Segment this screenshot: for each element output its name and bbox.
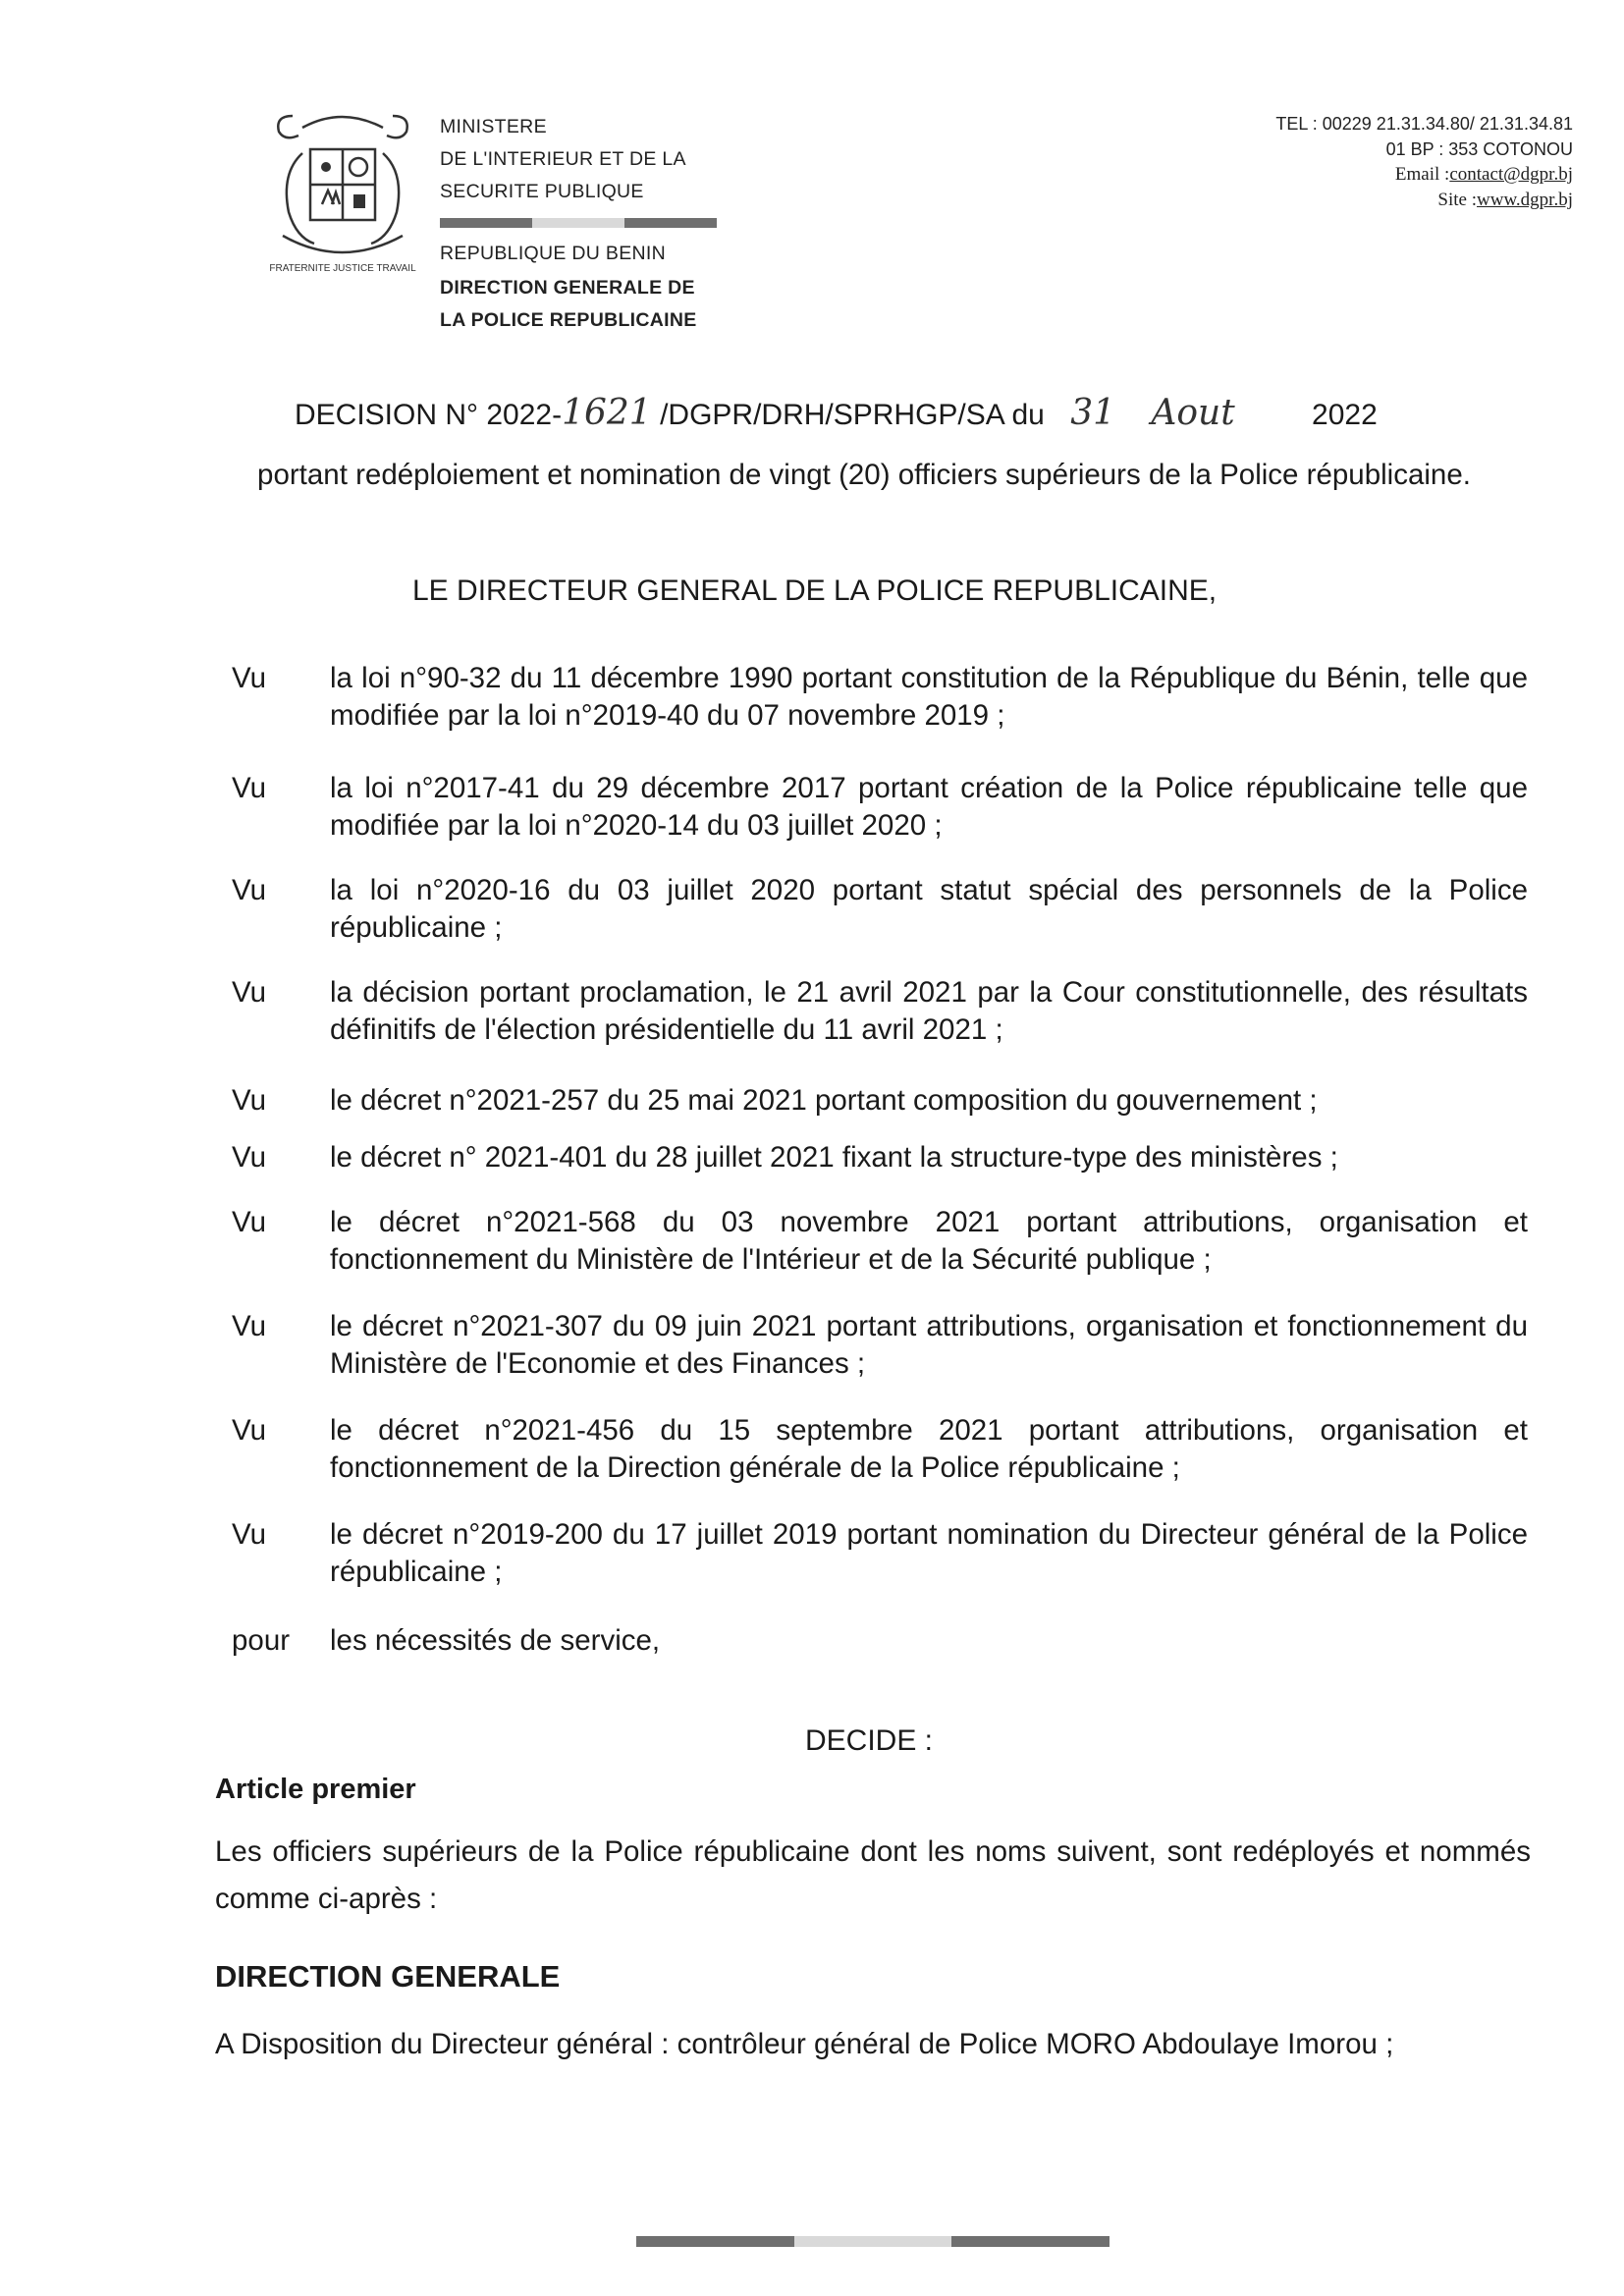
visa-text: le décret n°2021-307 du 09 juin 2021 portant attributions, organisation et fonctionnement du Ministère de l'Economie et des Finances ; <box>330 1310 1528 1380</box>
decision-month-handwritten: Aout <box>1151 393 1235 433</box>
decision-year: 2022 <box>1312 399 1378 431</box>
decision-subtitle: portant redéploiement et nomination de vingt (20) officiers supérieurs de la Police républicaine. <box>257 459 1471 491</box>
visa-label: Vu <box>232 1141 266 1174</box>
visa-label: Vu <box>232 662 266 694</box>
visa-label: Vu <box>232 1084 266 1117</box>
decision-number-handwritten: 1621 <box>562 393 652 433</box>
visa-item <box>232 1308 1528 1383</box>
flag-color-bar <box>440 218 717 228</box>
decision-prefix: DECISION N° 2022- <box>295 399 563 431</box>
ministry-line-2: DE L'INTERIEUR ET DE LA <box>440 148 686 170</box>
site-link[interactable]: www.dgpr.bj <box>1477 190 1573 210</box>
republic-label: REPUBLIQUE DU BENIN <box>440 243 666 264</box>
direction-line-1: DIRECTION GENERALE DE <box>440 277 695 299</box>
visa-text: la loi n°2020-16 du 03 juillet 2020 portant statut spécial des personnels de la Police républicaine ; <box>330 874 1528 944</box>
authority-heading: LE DIRECTEUR GENERAL DE LA POLICE REPUBLICAINE, <box>412 574 1218 607</box>
contact-bp: 01 BP : 353 COTONOU <box>1385 139 1573 159</box>
email-link[interactable]: contact@dgpr.bj <box>1449 164 1573 185</box>
visa-text: le décret n°2021-257 du 25 mai 2021 portant composition du gouvernement ; <box>330 1084 1318 1117</box>
decide-heading: DECIDE : <box>805 1724 934 1757</box>
site-label: Site : <box>1437 190 1477 210</box>
direction-line-2: LA POLICE REPUBLICAINE <box>440 309 697 331</box>
visa-text: le décret n°2019-200 du 17 juillet 2019 portant nomination du Directeur général de la Police républicaine ; <box>330 1518 1528 1588</box>
visa-label: Vu <box>232 1414 266 1447</box>
visa-text: le décret n°2021-456 du 15 septembre 2021 portant attributions, organisation et fonctionnement de la Direction générale de la Police républicaine ; <box>330 1414 1528 1484</box>
footer-color-bar <box>636 2236 1110 2247</box>
ministry-line-1: MINISTERE <box>440 116 547 137</box>
visa-text: la décision portant proclamation, le 21 avril 2021 par la Cour constitutionnelle, des résultats définitifs de l'élection présidentielle du 11 avril 2021 ; <box>330 976 1528 1046</box>
visa-label: Vu <box>232 976 266 1009</box>
article-text: Les officiers supérieurs de la Police républicaine dont les noms suivent, sont redéployés et nommés comme ci-après : <box>215 1835 1531 1915</box>
header-contact-block <box>1275 111 1573 213</box>
visa-item <box>232 1139 1528 1176</box>
contact-email-line <box>1275 162 1573 188</box>
visa-label: Vu <box>232 874 266 906</box>
contact-site-line <box>1275 188 1573 213</box>
visa-text: le décret n°2021-568 du 03 novembre 2021 portant attributions, organisation et fonctionnement du Ministère de l'Intérieur et de la Sécurité publique ; <box>330 1206 1528 1276</box>
visa-text: les nécessités de service, <box>330 1624 661 1657</box>
visa-item <box>232 660 1528 735</box>
decision-reference: /DGPR/DRH/SPRHGP/SA du <box>660 399 1045 431</box>
visa-item <box>232 1082 1528 1120</box>
email-label: Email : <box>1394 164 1450 185</box>
visa-item <box>232 1412 1528 1487</box>
emblem-motto: FRATERNITE JUSTICE TRAVAIL <box>269 263 416 274</box>
header-ministry-block <box>440 111 717 337</box>
visa-text: la loi n°90-32 du 11 décembre 1990 portant constitution de la République du Bénin, telle que modifiée par la loi n°2019-40 du 07 novembre 2019 ; <box>330 662 1528 732</box>
section-title: DIRECTION GENERALE <box>215 1959 561 1994</box>
visa-item <box>232 974 1528 1049</box>
section-text: A Disposition du Directeur général : contrôleur général de Police MORO Abdoulaye Imorou ; <box>215 2028 1394 2060</box>
coat-of-arms-emblem <box>263 98 422 291</box>
visa-label: Vu <box>232 1310 266 1342</box>
visa-label: Vu <box>232 772 266 804</box>
visa-item <box>232 1204 1528 1279</box>
article-title: Article premier <box>215 1774 416 1805</box>
visa-item <box>232 770 1528 845</box>
contact-tel: TEL : 00229 21.31.34.80/ 21.31.34.81 <box>1275 114 1573 134</box>
visa-label: pour <box>232 1624 291 1657</box>
ministry-line-3: SECURITE PUBLIQUE <box>440 181 644 202</box>
visa-text: le décret n° 2021-401 du 28 juillet 2021 fixant la structure-type des ministères ; <box>330 1141 1338 1174</box>
visa-text: la loi n°2017-41 du 29 décembre 2017 portant création de la Police républicaine telle que modifiée par la loi n°2020-14 du 03 juillet 2020 ; <box>330 772 1528 842</box>
decision-day-handwritten: 31 <box>1070 393 1115 433</box>
visa-item <box>232 1516 1528 1591</box>
visa-item <box>232 1622 1528 1660</box>
visa-label: Vu <box>232 1206 266 1238</box>
visa-label: Vu <box>232 1518 266 1551</box>
decision-title <box>295 393 1473 433</box>
visa-item <box>232 872 1528 947</box>
